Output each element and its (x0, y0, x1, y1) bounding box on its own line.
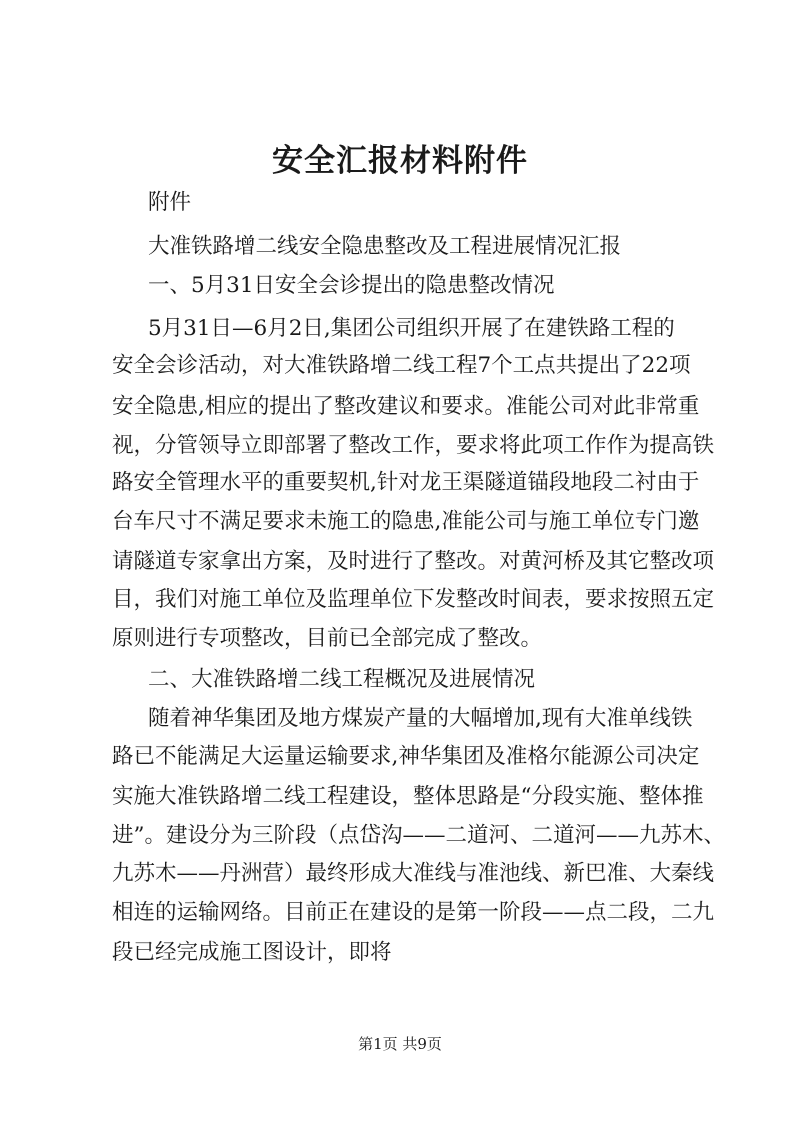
section-heading: 二、大准铁路增二线工程概况及进展情况 (148, 667, 536, 692)
paragraph-line: 附件 (148, 190, 192, 215)
paragraph-line: 原则进行专项整改，目前已全部完成了整改。 (112, 626, 543, 651)
paragraph-line: 视，分管领导立即部署了整改工作，要求将此项工作作为提高铁 (112, 433, 715, 458)
paragraph-line: 路已不能满足大运量运输要求,神华集团及准格尔能源公司决定 (112, 744, 700, 769)
paragraph-line: 路安全管理水平的重要契机,针对龙王渠隧道锚段地段二衬由于 (112, 470, 700, 495)
paragraph-line: 5月31日—6月2日,集团公司组织开展了在建铁路工程的 (148, 316, 675, 341)
section-heading: 一、5月31日安全会诊提出的隐患整改情况 (148, 273, 555, 298)
paragraph-line: 进”。建设分为三阶段（点岱沟——二道河、二道河——九苏木、 (112, 823, 725, 848)
paragraph-line: 台车尺寸不满足要求未施工的隐患,准能公司与施工单位专门邀 (112, 509, 700, 534)
paragraph-line: 目，我们对施工单位及监理单位下发整改时间表，要求按照五定 (112, 587, 715, 612)
paragraph-line: 大准铁路增二线安全隐患整改及工程进展情况汇报 (148, 234, 622, 259)
page-number-footer: 第1页 共9页 (358, 1035, 442, 1053)
paragraph-line: 安全隐患,相应的提出了整改建议和要求。准能公司对此非常重 (112, 394, 700, 419)
paragraph-line: 段已经完成施工图设计，即将 (112, 940, 392, 965)
paragraph-line: 九苏木——丹洲营）最终形成大准线与准池线、新巴准、大秦线 (112, 861, 715, 886)
paragraph-line: 相连的运输网络。目前正在建设的是第一阶段——点二段，二九 (112, 900, 715, 925)
document-title: 安全汇报材料附件 (272, 143, 528, 179)
paragraph-line: 实施大准铁路增二线工程建设，整体思路是“分段实施、整体推 (112, 784, 704, 809)
paragraph-line: 请隧道专家拿出方案，及时进行了整改。对黄河桥及其它整改项 (112, 549, 715, 574)
paragraph-line: 安全会诊活动，对大准铁路增二线工程7个工点共提出了22项 (112, 353, 691, 378)
paragraph-line: 随着神华集团及地方煤炭产量的大幅增加,现有大准单线铁 (148, 706, 693, 731)
